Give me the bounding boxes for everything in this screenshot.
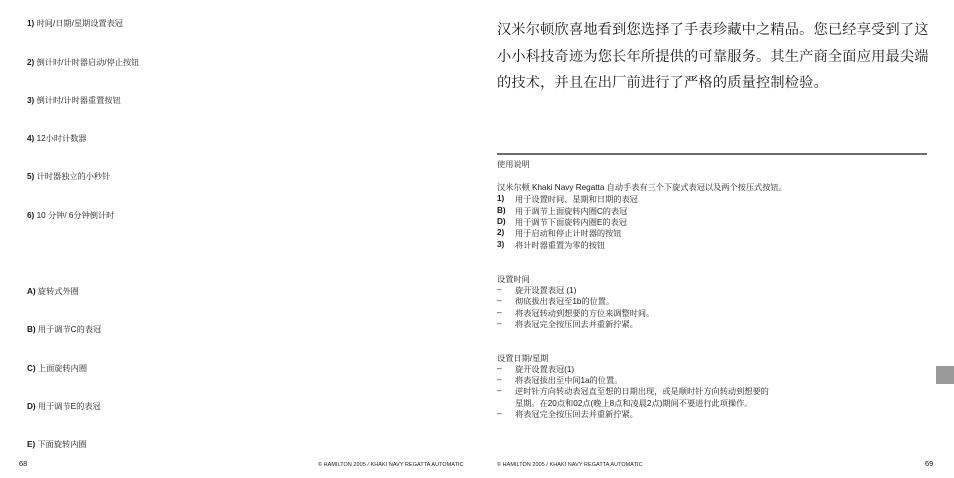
legend-marker: 1) [27,19,35,28]
list-item: 将表冠完全按压回去并重新拧紧。 [515,320,638,329]
intro-line: 小小科技奇迹为您长年所提供的可靠服务。其生产商全面应用最尖端 [497,48,929,65]
list-item: 用于启动和停止计时器的按钮 [515,229,622,238]
legend-text: 12小时计数器 [36,134,87,143]
legend-text: 倒计时/计时器重置按钮 [36,96,121,105]
instructions-intro: 汉米尔顿 Khaki Navy Regatta 自动手表有三个下旋式表冠以及两个按压式按钮。 [497,183,787,192]
page-number-right: 69 [925,459,934,468]
list-item: 用于设置时间、星期和日期的表冠 [515,195,638,204]
list-marker: – [497,375,502,384]
list-marker: 2) [497,228,505,237]
legend-marker: B) [27,325,36,334]
legend-text: 计时器独立的小秒针 [36,172,111,181]
legend-text: 时间/日期/星期设置表冠 [36,19,123,28]
list-marker: 3) [497,240,505,249]
intro-line: 的技术，并且在出厂前进行了严格的质量控制检验。 [497,75,828,91]
list-item: 用于调节下面旋转内圈E的表冠 [515,218,627,227]
legend-item-2 [27,57,139,68]
legend-text: 用于调节C的表冠 [37,325,102,334]
legend-marker: 4) [27,134,35,143]
list-item: 彻底拔出表冠至1b的位置。 [515,297,615,306]
list-item: 旋开设置表冠 (1) [515,286,577,295]
footer-right: © HAMILTON 2005 / KHAKI NAVY REGATTA AUTOMATIC [497,462,643,468]
legend-item-1 [27,18,123,29]
legend-marker: 5) [27,172,35,181]
legend-item-4 [27,133,87,144]
list-marker: – [497,409,502,418]
legend-marker: 3) [27,96,35,105]
list-marker: – [497,319,502,328]
list-marker: – [497,285,502,294]
list-item-continuation: 星期。在20点和02点(晚上8点和凌晨2点)期间不要进行此项操作。 [515,399,753,408]
page-tab-marker [936,366,954,384]
list-marker: 1) [497,194,505,203]
legend-text: 倒计时/计时器启动/停止按钮 [36,58,140,67]
legend-item-5 [27,171,110,182]
list-marker: – [497,308,502,317]
legend-marker: D) [27,402,36,411]
instructions-heading: 使用说明 [497,160,530,169]
list-marker: D) [497,217,506,226]
list-marker: – [497,386,502,395]
legend-text: 用于调节E的表冠 [37,402,101,411]
list-marker: B) [497,206,506,215]
list-marker: – [497,296,502,305]
list-item: 将表冠转动到想要的方位来调整时间。 [515,309,655,318]
list-item: 用于调节上面旋转内圈C的表冠 [515,207,628,216]
set-time-heading: 设置时间 [497,275,530,284]
legend-text: 10 分钟/ 6分钟倒计时 [36,211,115,220]
intro-line: 汉米尔顿欣喜地看到您选择了手表珍藏中之精品。您已经享受到了这 [497,22,929,38]
legend-marker: 6) [27,211,35,220]
legend-item-e [27,439,87,450]
footer-left: © HAMILTON 2005 / KHAKI NAVY REGATTA AUTOMATIC [318,462,464,468]
list-item: 将计时器重置为零的按钮 [515,241,606,250]
intro-paragraph [497,17,937,97]
set-date-heading: 设置日期/星期 [497,354,549,363]
legend-text: 旋转式外圈 [37,287,79,296]
list-item: 将表冠完全按压回去并重新拧紧。 [515,410,638,419]
list-item: 将表冠拔出至中间1a的位置。 [515,376,623,385]
legend-text: 下面旋转内圈 [37,440,87,449]
legend-marker: C) [27,364,36,373]
page-number-left: 68 [19,459,28,468]
list-item: 逆时针方向转动表冠直至想的日期出现，或是顺时针方向转动到想要的 [515,387,769,396]
legend-text: 上面旋转内圈 [37,364,88,373]
legend-item-b [27,324,101,335]
legend-item-a [27,286,79,297]
legend-item-6 [27,210,114,221]
list-item: 旋开设置表冠(1) [515,365,575,374]
legend-item-d [27,401,101,412]
list-marker: – [497,364,502,373]
legend-item-3 [27,95,121,106]
legend-marker: A) [27,287,36,296]
legend-item-c [27,363,87,374]
legend-marker: 2) [27,58,35,67]
section-divider [497,153,927,155]
legend-marker: E) [27,440,36,449]
